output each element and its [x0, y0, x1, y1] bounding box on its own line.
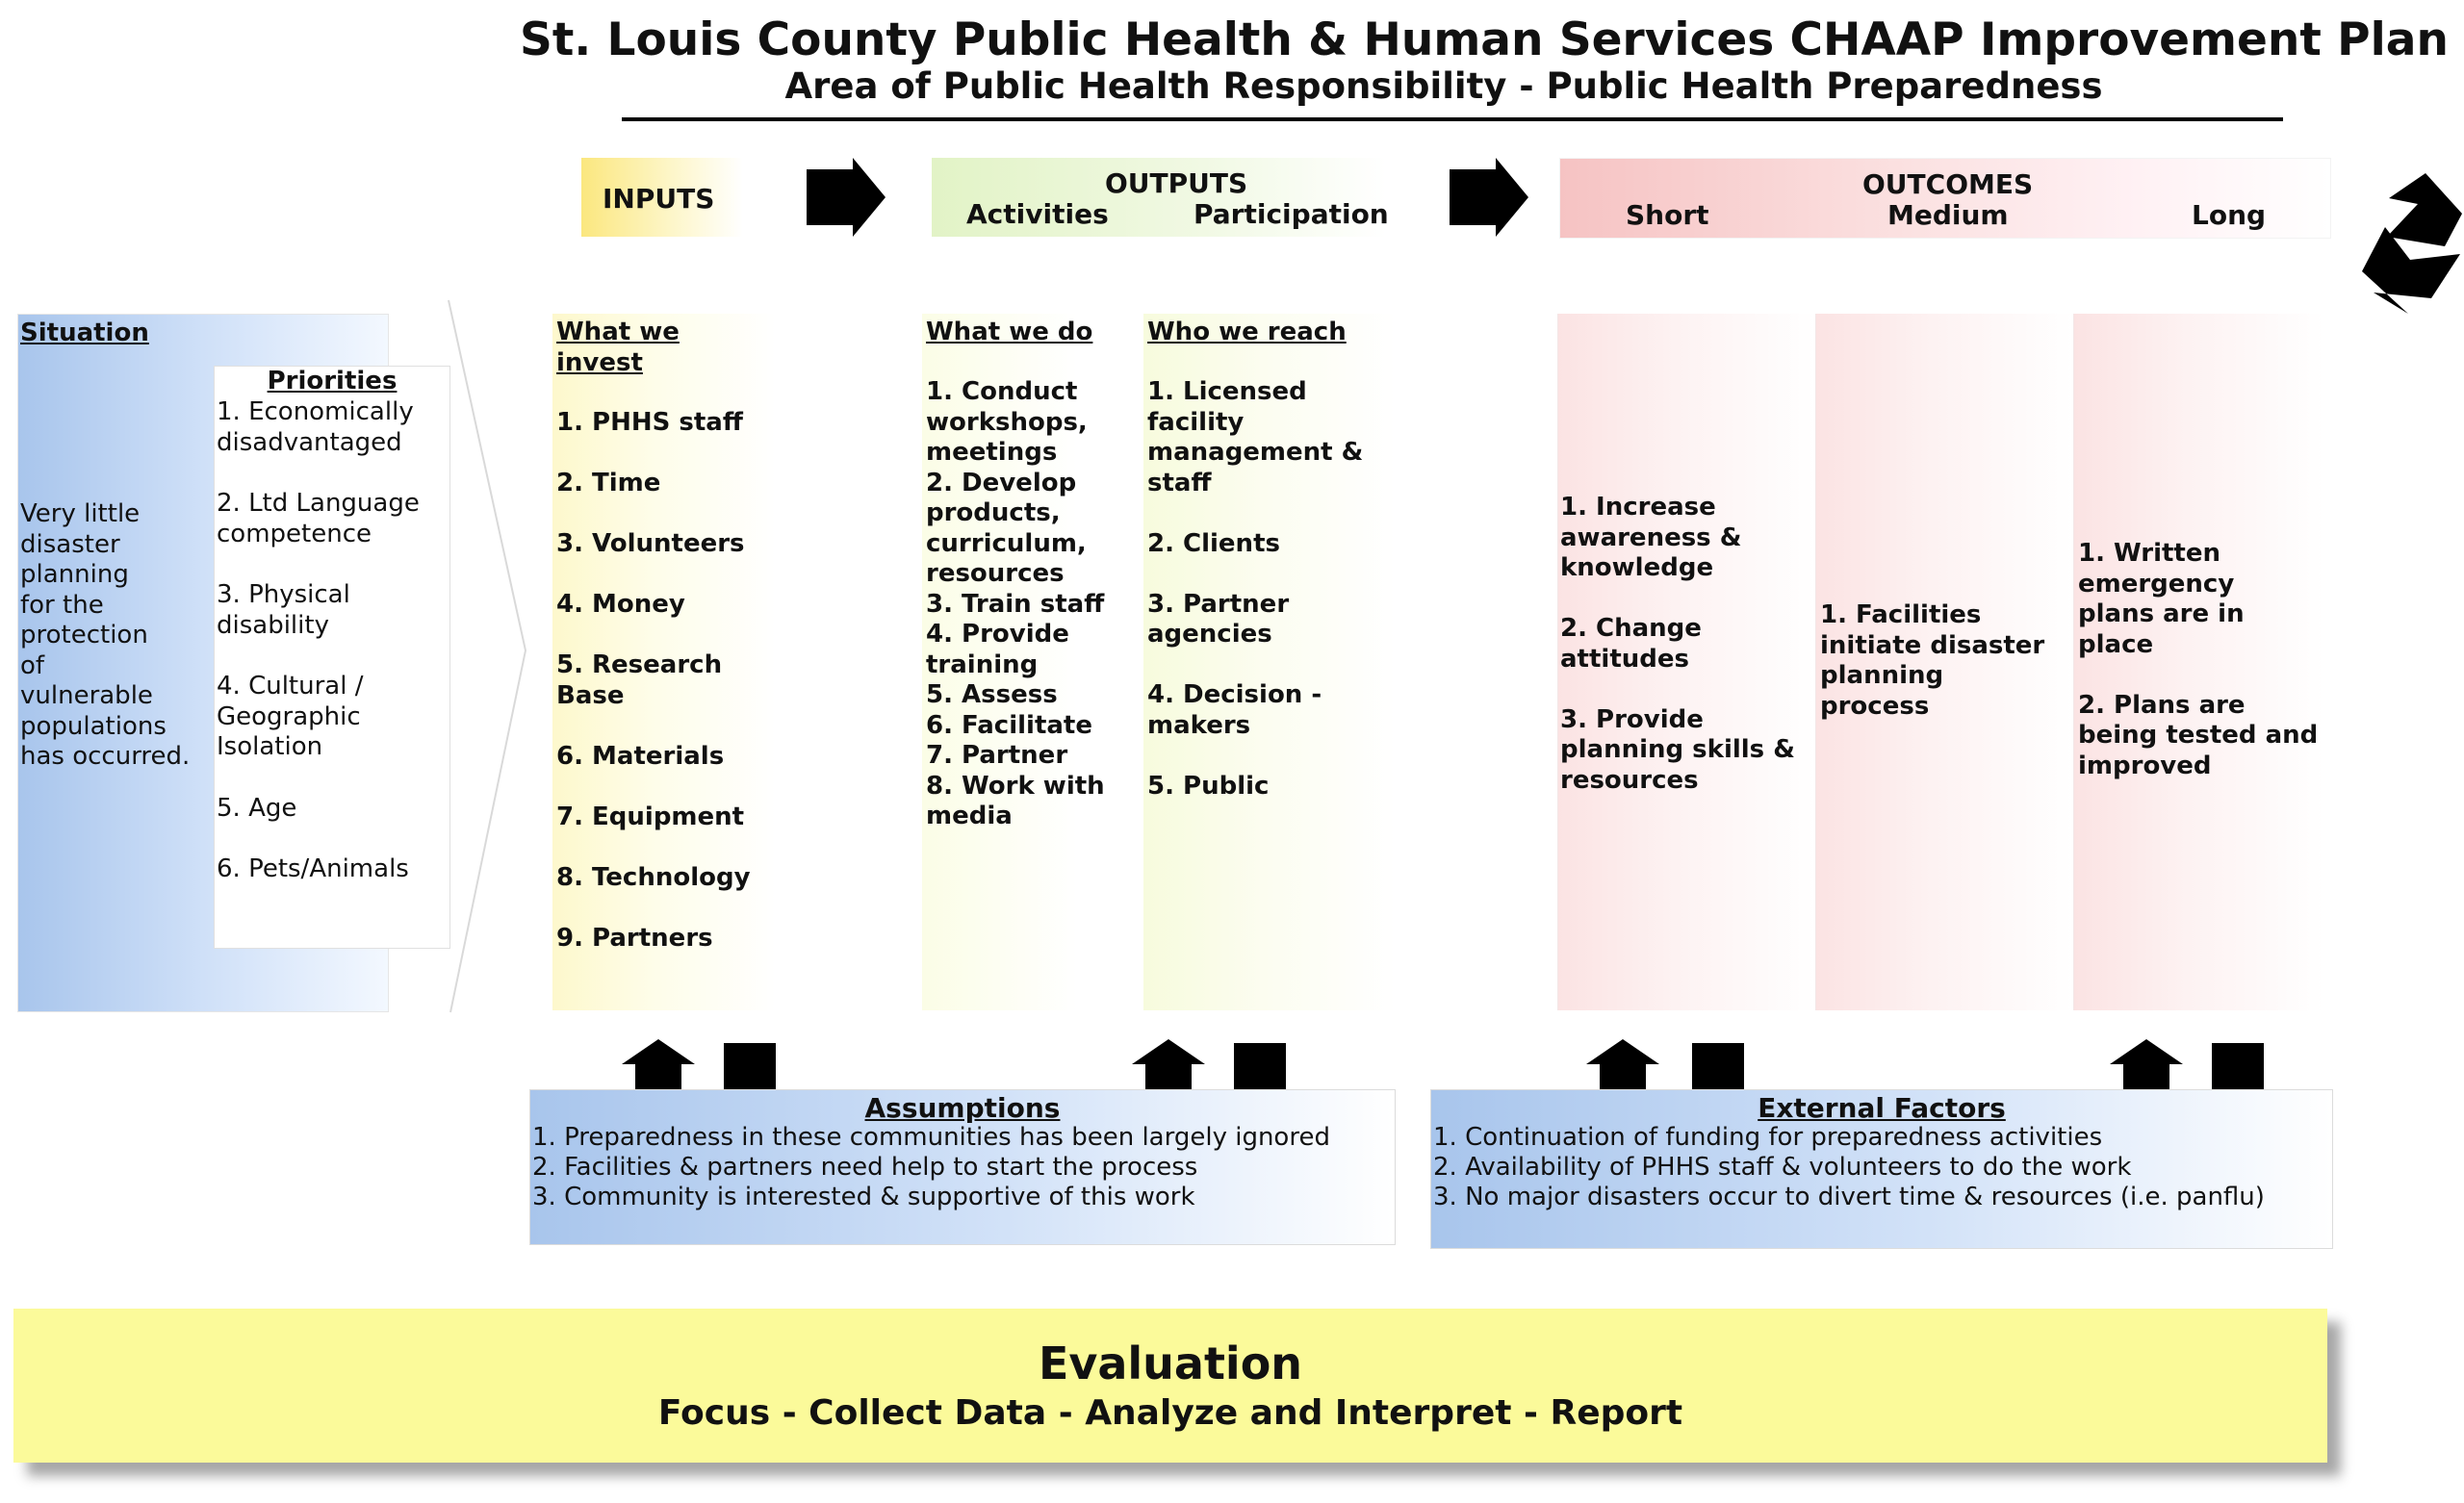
- external-factors-list: [1433, 1123, 2265, 1212]
- list-item: 5. Public: [1147, 771, 1270, 801]
- list-item: 1. Licensed facility management & staff: [1147, 377, 1364, 497]
- list-item: 4. Cultural / Geographic Isolation: [217, 672, 364, 761]
- page-title: St. Louis County Public Health & Human Services CHAAP Improvement Plan: [520, 13, 2449, 66]
- list-item: 5. Age: [217, 793, 297, 823]
- inputs-header-label: INPUTS: [603, 183, 715, 215]
- list-item: 1. PHHS staff: [556, 408, 743, 437]
- list-item: 2. Facilities & partners need help to start the process: [532, 1153, 1198, 1182]
- list-item: 3. Partner agencies: [1147, 589, 1290, 649]
- what-we-do-list: 1. Conduct workshops, meetings 2. Develop products, curriculum, resources 3. Train staff 4. Provide training 5. Assess 6. Facilitate 7. Partner 8. Work with media: [926, 377, 1105, 830]
- assumptions-list: [532, 1123, 1330, 1212]
- outcomes-header-label: OUTCOMES: [1862, 168, 2034, 200]
- situation-text: Very little disaster planning for the protection of vulnerable populations has occurred.: [20, 499, 191, 771]
- arrow-outputs-to-outcomes-icon: [1450, 158, 1528, 237]
- list-item: 1. Preparedness in these communities has been largely ignored: [532, 1123, 1330, 1152]
- invest-column: [552, 314, 776, 1010]
- list-item: 3. Volunteers: [556, 529, 745, 558]
- invest-title: What we invest: [556, 318, 680, 377]
- list-item: 6. Pets/Animals: [217, 854, 409, 883]
- arrow-inputs-to-outputs-icon: [807, 158, 886, 237]
- list-item: 1. Written emergency plans are in place: [2078, 539, 2245, 659]
- assumptions-box: [529, 1089, 1396, 1245]
- priorities-list: [217, 397, 420, 885]
- priorities-title: Priorities: [267, 367, 398, 395]
- list-item: 8. Technology: [556, 862, 751, 892]
- list-item: 7. Equipment: [556, 802, 745, 831]
- who-we-reach-column: [1143, 314, 1396, 1010]
- who-we-reach-list: [1147, 377, 1363, 802]
- outcomes-short-column: [1557, 314, 1816, 1010]
- outcomes-long-label: Long: [2192, 199, 2267, 231]
- outputs-activities-label: Activities: [966, 198, 1109, 230]
- recycle-arrow-top-icon: [2387, 173, 2462, 246]
- outputs-participation-label: Participation: [1194, 198, 1389, 230]
- invest-list: [556, 408, 751, 954]
- outcomes-long-column: [2073, 314, 2324, 1010]
- situation-connector-icon: [449, 300, 526, 1012]
- external-factors-box: [1430, 1089, 2333, 1249]
- external-factors-title: External Factors: [1758, 1092, 2006, 1124]
- list-item: 2. Plans are being tested and improved: [2078, 690, 2319, 780]
- evaluation-banner: [13, 1309, 2327, 1463]
- list-item: 2. Availability of PHHS staff & volunteers to do the work: [1433, 1153, 2132, 1182]
- list-item: 1. Continuation of funding for preparedness activities: [1433, 1123, 2103, 1152]
- page-subtitle: Area of Public Health Responsibility - Public Health Preparedness: [784, 65, 2103, 107]
- outcomes-medium-label: Medium: [1887, 199, 2009, 231]
- list-item: 2. Ltd Language competence: [217, 489, 420, 548]
- outcomes-long-list: [2078, 539, 2318, 781]
- list-item: 4. Money: [556, 590, 685, 619]
- list-item: 4. Decision - makers: [1147, 680, 1322, 740]
- list-item: 2. Change attitudes: [1560, 614, 1702, 674]
- assumptions-title: Assumptions: [864, 1092, 1061, 1124]
- outputs-header-label: OUTPUTS: [1105, 167, 1248, 199]
- what-we-do-column: [922, 314, 1143, 1010]
- list-item: 1. Increase awareness & knowledge: [1560, 493, 1742, 582]
- outcomes-medium-list: 1. Facilities initiate disaster planning process: [1820, 600, 2045, 721]
- list-item: 3. Community is interested & supportive of this work: [532, 1183, 1195, 1211]
- list-item: 5. Research Base: [556, 650, 723, 710]
- list-item: 2. Clients: [1147, 528, 1280, 558]
- outcomes-short-label: Short: [1626, 199, 1709, 231]
- list-item: 3. Physical disability: [217, 580, 350, 640]
- list-item: 6. Materials: [556, 741, 725, 771]
- evaluation-subtitle: Focus - Collect Data - Analyze and Interpret - Report: [657, 1393, 1683, 1433]
- list-item: 3. Provide planning skills & resources: [1560, 704, 1795, 795]
- situation-title: Situation: [20, 318, 149, 347]
- who-we-reach-title: Who we reach: [1147, 318, 1347, 346]
- list-item: 3. No major disasters occur to divert time & resources (i.e. panflu): [1433, 1183, 2265, 1211]
- list-item: 9. Partners: [556, 923, 713, 953]
- outcomes-medium-column: [1815, 314, 2074, 1010]
- priorities-panel: [214, 366, 450, 949]
- evaluation-title: Evaluation: [1038, 1337, 1303, 1389]
- list-item: 1. Economically disadvantaged: [217, 397, 414, 457]
- outcomes-short-list: [1560, 493, 1795, 796]
- what-we-do-title: What we do: [926, 318, 1093, 346]
- list-item: 2. Time: [556, 469, 661, 497]
